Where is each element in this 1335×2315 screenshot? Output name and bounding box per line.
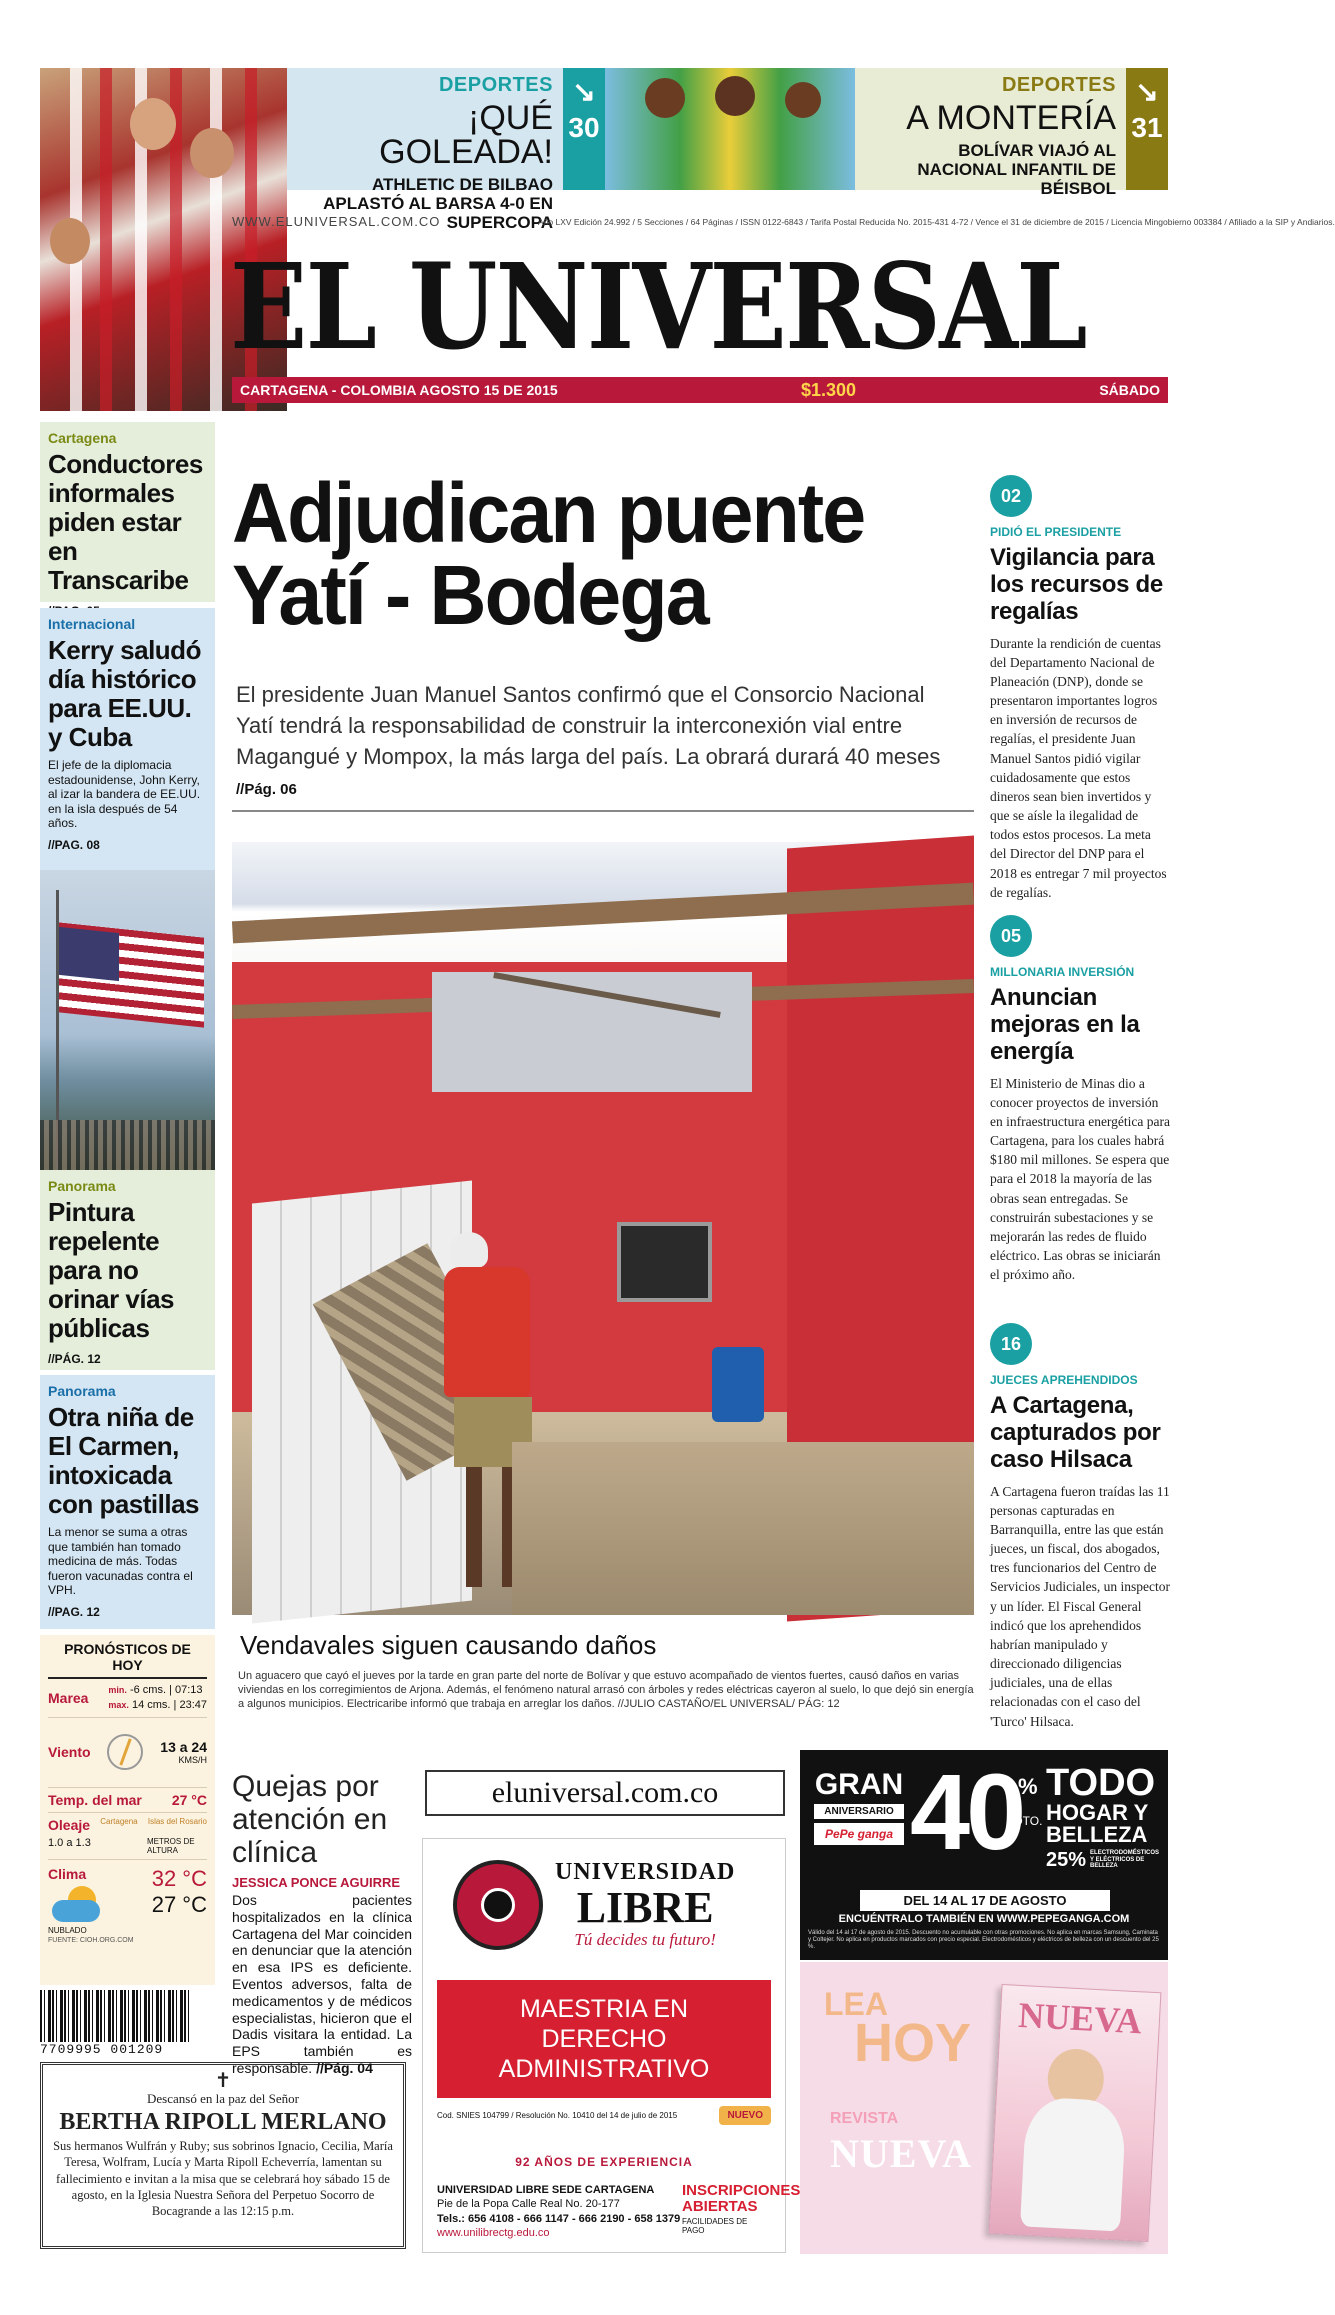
snies-code: Cod. SNIES 104799 / Resolución No. 10410 del 14 de julio de 2015 — [437, 2111, 678, 2120]
story-kicker: Panorama — [48, 1383, 116, 1399]
story-summary: El jefe de la diplomacia estadounidense, John Kerry, al izar la bandera de EE.UU. en la isla después de 54 años. — [48, 758, 201, 830]
promo-dates: DEL 14 AL 17 DE AGOSTO — [860, 1890, 1110, 1911]
obituary-text: Sus hermanos Wulfrán y Ruby; sus sobrinos Ignacio, Cecilia, María Teresa, Wolfram, Lucía y Marta Ripoll Echeverría, lamentan su fallecimiento e invitan a la misa que se celebrará hoy sábado 15 de agosto, en la Iglesia Nuestra Señora del Perpetuo Socorro de Bocagrande a las 12:15 p.m. — [53, 2139, 393, 2218]
weather-title: PRONÓSTICOS DE HOY — [48, 1641, 207, 1679]
main-headline[interactable]: Adjudican puente Yatí - Bodega — [232, 466, 865, 643]
obituary-notice — [40, 2059, 406, 2249]
sea-temp-label: Temp. del mar — [48, 1791, 142, 1808]
sede-web[interactable]: www.unilibrectg.edu.co — [437, 2226, 550, 2239]
weather-forecast — [40, 1635, 215, 1985]
ad-revista: REVISTA — [830, 2110, 899, 2127]
deck-page-ref: //Pág. 06 — [236, 781, 297, 799]
magazine-cover — [989, 1984, 1162, 2242]
right-story-hilsaca[interactable] — [990, 1323, 1170, 1731]
photo-caption-title: Vendavales siguen causando daños — [240, 1630, 657, 1660]
wind-label: Viento — [48, 1744, 91, 1761]
promo-page-badge: ↘ 31 — [1126, 68, 1168, 190]
story-headline: Conductores informales piden estar en Transcaribe — [48, 449, 203, 596]
story-page-ref: //Pág. 04 — [316, 2059, 373, 2076]
page-number-badge: 02 — [990, 475, 1032, 517]
experience-line: 92 AÑOS DE EXPERIENCIA — [515, 2155, 693, 2169]
university-seal-icon — [453, 1860, 543, 1950]
ad-aniversario: ANIVERSARIO — [814, 1804, 904, 1819]
left-story-el-carmen[interactable] — [40, 1375, 215, 1629]
sede-name: UNIVERSIDAD LIBRE SEDE CARTAGENA — [437, 2184, 655, 2196]
main-deck — [236, 680, 966, 803]
story-page-ref: //PAG. 08 — [48, 838, 100, 853]
story-headline: A Cartagena, capturados por caso Hilsaca — [990, 1392, 1161, 1473]
waves-label: Oleaje — [48, 1816, 91, 1833]
left-story-transcaribe[interactable] — [40, 422, 215, 602]
barcode — [40, 1990, 190, 2060]
storm-damage-photo — [232, 842, 974, 1615]
cover-title: NUEVA — [1017, 1994, 1143, 2042]
left-story-kerry[interactable] — [40, 608, 215, 870]
obituary-intro: Descansó en la paz del Señor — [147, 2091, 299, 2106]
barcode-number: 7709995 001209 — [40, 2042, 164, 2057]
ad-lea: LEA — [824, 1986, 888, 2022]
newspaper-title: EL UNIVERSAL — [230, 237, 1086, 376]
story-kicker: Cartagena — [48, 430, 117, 446]
story-headline: Anuncian mejoras en la energía — [990, 984, 1140, 1065]
story-kicker: Internacional — [48, 616, 136, 632]
secondary-discount: 25% — [1046, 1849, 1087, 1871]
day-of-week: SÁBADO — [1099, 382, 1160, 398]
wind-row: Viento 13 a 24 KMS/H — [48, 1718, 207, 1788]
university-name-line2: LIBRE — [576, 1883, 714, 1932]
revista-nueva-ad[interactable] — [800, 1962, 1168, 2254]
deck-text: El presidente Juan Manuel Santos confirmó que el Consorcio Nacional Yatí tendrá la responsabilidad de construir la interconexión vial entre Magangué y Mompox, la más larga del país. La obrará durará 40 meses — [236, 682, 941, 769]
story-body: A Cartagena fueron traídas las 11 personas capturadas en Barranquilla, entre las que están jueces, un fiscal, dos abogados, tres funcionarios del Centro de Servicios Judiciales, un inspector y un líder. El Fiscal General indicó que los aprehendidos habrían manipulado y direccionado diligencias judiciales, una de ellas relacionadas con el caso del 'Turco' Hilsaca. — [990, 1483, 1170, 1729]
university-name-line1: UNIVERSIDAD — [555, 1859, 736, 1885]
sea-temp-row — [48, 1788, 207, 1813]
story-page-ref: //PÁG. 12 — [48, 1351, 101, 1366]
flag-raising-photo — [40, 870, 215, 1170]
university-tagline: Tú decides tu futuro! — [574, 1930, 716, 1949]
new-badge: NUEVO — [719, 2106, 771, 2125]
story-kicker: JUECES APREHENDIDOS — [990, 1373, 1138, 1387]
story-kicker: Panorama — [48, 1178, 116, 1194]
obituary-name: BERTHA RIPOLL MERLANO — [59, 2109, 387, 2135]
story-headline: Kerry saludó día histórico para EE.UU. y Cuba — [48, 635, 201, 753]
payment-facilities: FACILIDADES DE PAGO — [682, 2216, 748, 2235]
edition-info: Año LXV Edición 24.992 / 5 Secciones / 64 Páginas / ISSN 0122-6843 / Tarifa Postal Reducida No. 2015-431 4-72 / Vence el 31 de diciembre de 2015 / Licencia Mingobierno 003384 / Afiliado a la SIP y Andiarios. — [538, 217, 1335, 227]
secondary-discount-text: ELECTRODOMÉSTICOS Y ELÉCTRICOS DE BELLEZA — [1090, 1850, 1160, 1870]
sede-phones: Tels.: 656 4108 - 666 1147 - 666 2190 - 658 1379 — [437, 2212, 681, 2225]
promo-kicker: DEPORTES — [1001, 74, 1116, 96]
baseball-players-photo — [605, 68, 855, 190]
dateline-text: CARTAGENA - COLOMBIA AGOSTO 15 DE 2015 — [240, 382, 558, 398]
photo-caption: Un aguacero que cayó el jueves por la tarde en gran parte del norte de Bolívar y que estuvo acompañado de vientos fuertes, causó daños en varias viviendas en los corregimientos de Arjona. Además, el fenómeno natural arrasó con árboles y redes eléctricas cayeron al suelo, lo que dejó sin energía a algunos municipios. Electricaribe informó que trabaja en arreglar los daños. //JULIO CASTAÑO/EL UNIVERSAL/ PÁG: 12 — [238, 1670, 974, 1710]
story-summary: La menor se suma a otras que también han tomado medicina de más. Todas fueron vacunadas contra el VPH. — [48, 1525, 193, 1597]
story-headline: Pintura repelente para no orinar vías públicas — [48, 1197, 175, 1344]
arrow-down-right-icon: ↘ — [1135, 76, 1159, 107]
story-kicker: MILLONARIA INVERSIÓN — [990, 965, 1135, 979]
weather-source: FUENTE: CIOH.ORG.COM — [48, 1936, 134, 1944]
compass-icon — [107, 1734, 143, 1770]
website-banner[interactable]: eluniversal.com.co — [425, 1770, 785, 1816]
promo-deportes-monteria[interactable] — [855, 68, 1168, 199]
waves-row: Oleaje Cartagena Islas del Rosario 1.0 a 1.3 METROS DE ALTURA — [48, 1813, 207, 1860]
cross-icon: ✝ — [214, 2070, 232, 2092]
pepeganga-ad[interactable] — [800, 1750, 1168, 1960]
story-byline: JESSICA PONCE AGUIRRE — [232, 1875, 401, 1890]
price: $1.300 — [800, 380, 857, 400]
story-body: El Ministerio de Minas dio a conocer proyectos de inversión en infraestructura energética para Cartagena, para los cuales habrá $180 mil millones. Se espera que para el 2018 la mayoría de las obras sean entregadas. Se construirán subestaciones y se mejorarán las redes de fluido eléctrico. Las obras se iniciarán el próximo año. — [990, 1075, 1171, 1283]
arrow-down-right-icon: ↘ — [572, 76, 596, 107]
promo-kicker: DEPORTES — [438, 74, 553, 96]
site-url[interactable]: WWW.ELUNIVERSAL.COM.CO — [232, 214, 441, 229]
sea-temp-value: 27 °C — [171, 1791, 207, 1808]
right-story-energia[interactable] — [990, 915, 1170, 1284]
dateline-bar — [232, 377, 1168, 403]
story-headline: Vigilancia para los recursos de regalías — [990, 544, 1163, 625]
promo-subhead: ATHLETIC DE BILBAO APLASTÓ AL BARSA 4-0 EN SUPERCOPA — [323, 175, 553, 233]
ad-category: HOGAR Y BELLEZA — [1046, 1800, 1148, 1847]
ad-web[interactable]: ENCUÉNTRALO TAMBIÉN EN WWW.PEPEGANGA.COM — [838, 1913, 1130, 1925]
tide-row: Marea min. -6 cms. | 07:13 max. 14 cms. | 23:47 — [48, 1679, 207, 1718]
story-page-ref: //PAG. 12 — [48, 1605, 100, 1620]
universidad-libre-ad[interactable] — [422, 1838, 801, 2253]
climate-label: Clima — [48, 1865, 87, 1882]
ad-nueva: NUEVA — [830, 2131, 973, 2176]
ad-todo: TODO — [1046, 1762, 1156, 1804]
promo-headline: ¡QUÉ GOLEADA! — [379, 99, 553, 171]
promo-page-badge: ↘ 30 — [563, 68, 605, 190]
climate-row: Clima NUBLADO 32 °C 27 °C — [48, 1865, 207, 1935]
ad-gran: GRAN — [814, 1768, 904, 1801]
program-title: MAESTRIA EN DERECHO ADMINISTRATIVO — [437, 1980, 771, 2098]
left-story-pintura[interactable] — [40, 1170, 215, 1370]
discount-percent: 40 — [910, 1751, 1023, 1872]
story-kicker: PIDIÓ EL PRESIDENTE — [990, 525, 1122, 539]
brand-logo: PePe ganga — [814, 1823, 904, 1845]
discount-dto: DTO. — [1014, 1814, 1043, 1828]
story-body: Durante la rendición de cuentas del Departamento Nacional de Planeación (DNP), donde se presentaron importantes logros en inversión de recursos de regalías, el presidente Juan Manuel Santos pidió vigilar cuidadosamente que estos dineros sean bien invertidos y que se aísle la ilegalidad de todos estos procesos. La meta del Director del DNP para el 2018 es entregar 7 mil proyectos de regalías. — [990, 635, 1167, 900]
discount-sign: % — [1018, 1774, 1038, 1799]
story-headline: Otra niña de El Carmen, intoxicada con pastillas — [48, 1402, 199, 1520]
promo-headline: A MONTERÍA — [906, 99, 1116, 137]
page-number-badge: 16 — [990, 1323, 1032, 1365]
page-number-badge: 05 — [990, 915, 1032, 957]
enrollment-open: INSCRIPCIONES ABIERTAS — [682, 2182, 801, 2215]
story-headline: Quejas por atención en clínica — [232, 1770, 388, 1869]
divider — [232, 810, 974, 812]
sede-address: Pie de la Popa Calle Real No. 20-177 — [437, 2198, 620, 2211]
story-quejas-clinica[interactable] — [232, 1770, 412, 2077]
ad-hoy: HOY — [854, 2012, 972, 2073]
tide-label: Marea — [48, 1689, 89, 1706]
story-body: Dos pacientes hospitalizados en la clínica Cartagena del Mar coinciden en denunciar que la atención en esa IPS es deficiente. Eventos adversos, falta de medicamentos y de médicos especialistas, hicieron que el Dadis visitara la entidad. La EPS también es responsable. — [232, 1892, 412, 2076]
promo-subhead: BOLÍVAR VIAJÓ AL NACIONAL INFANTIL DE BÉISBOL — [917, 141, 1116, 199]
right-story-regalias[interactable] — [990, 475, 1170, 902]
ad-legal: Válido del 14 al 17 de agosto de 2015. Descuento no acumulable con otras promociones. No aplica en marcas Samsung, Caminata y Coltejer. No aplica en productos marcados con precio especial. Electrodomésticos y eléctricos de belleza con un descuento del 25 %. — [808, 1930, 1159, 1951]
masthead-meta — [232, 214, 1335, 230]
partly-cloudy-icon — [48, 1886, 108, 1926]
